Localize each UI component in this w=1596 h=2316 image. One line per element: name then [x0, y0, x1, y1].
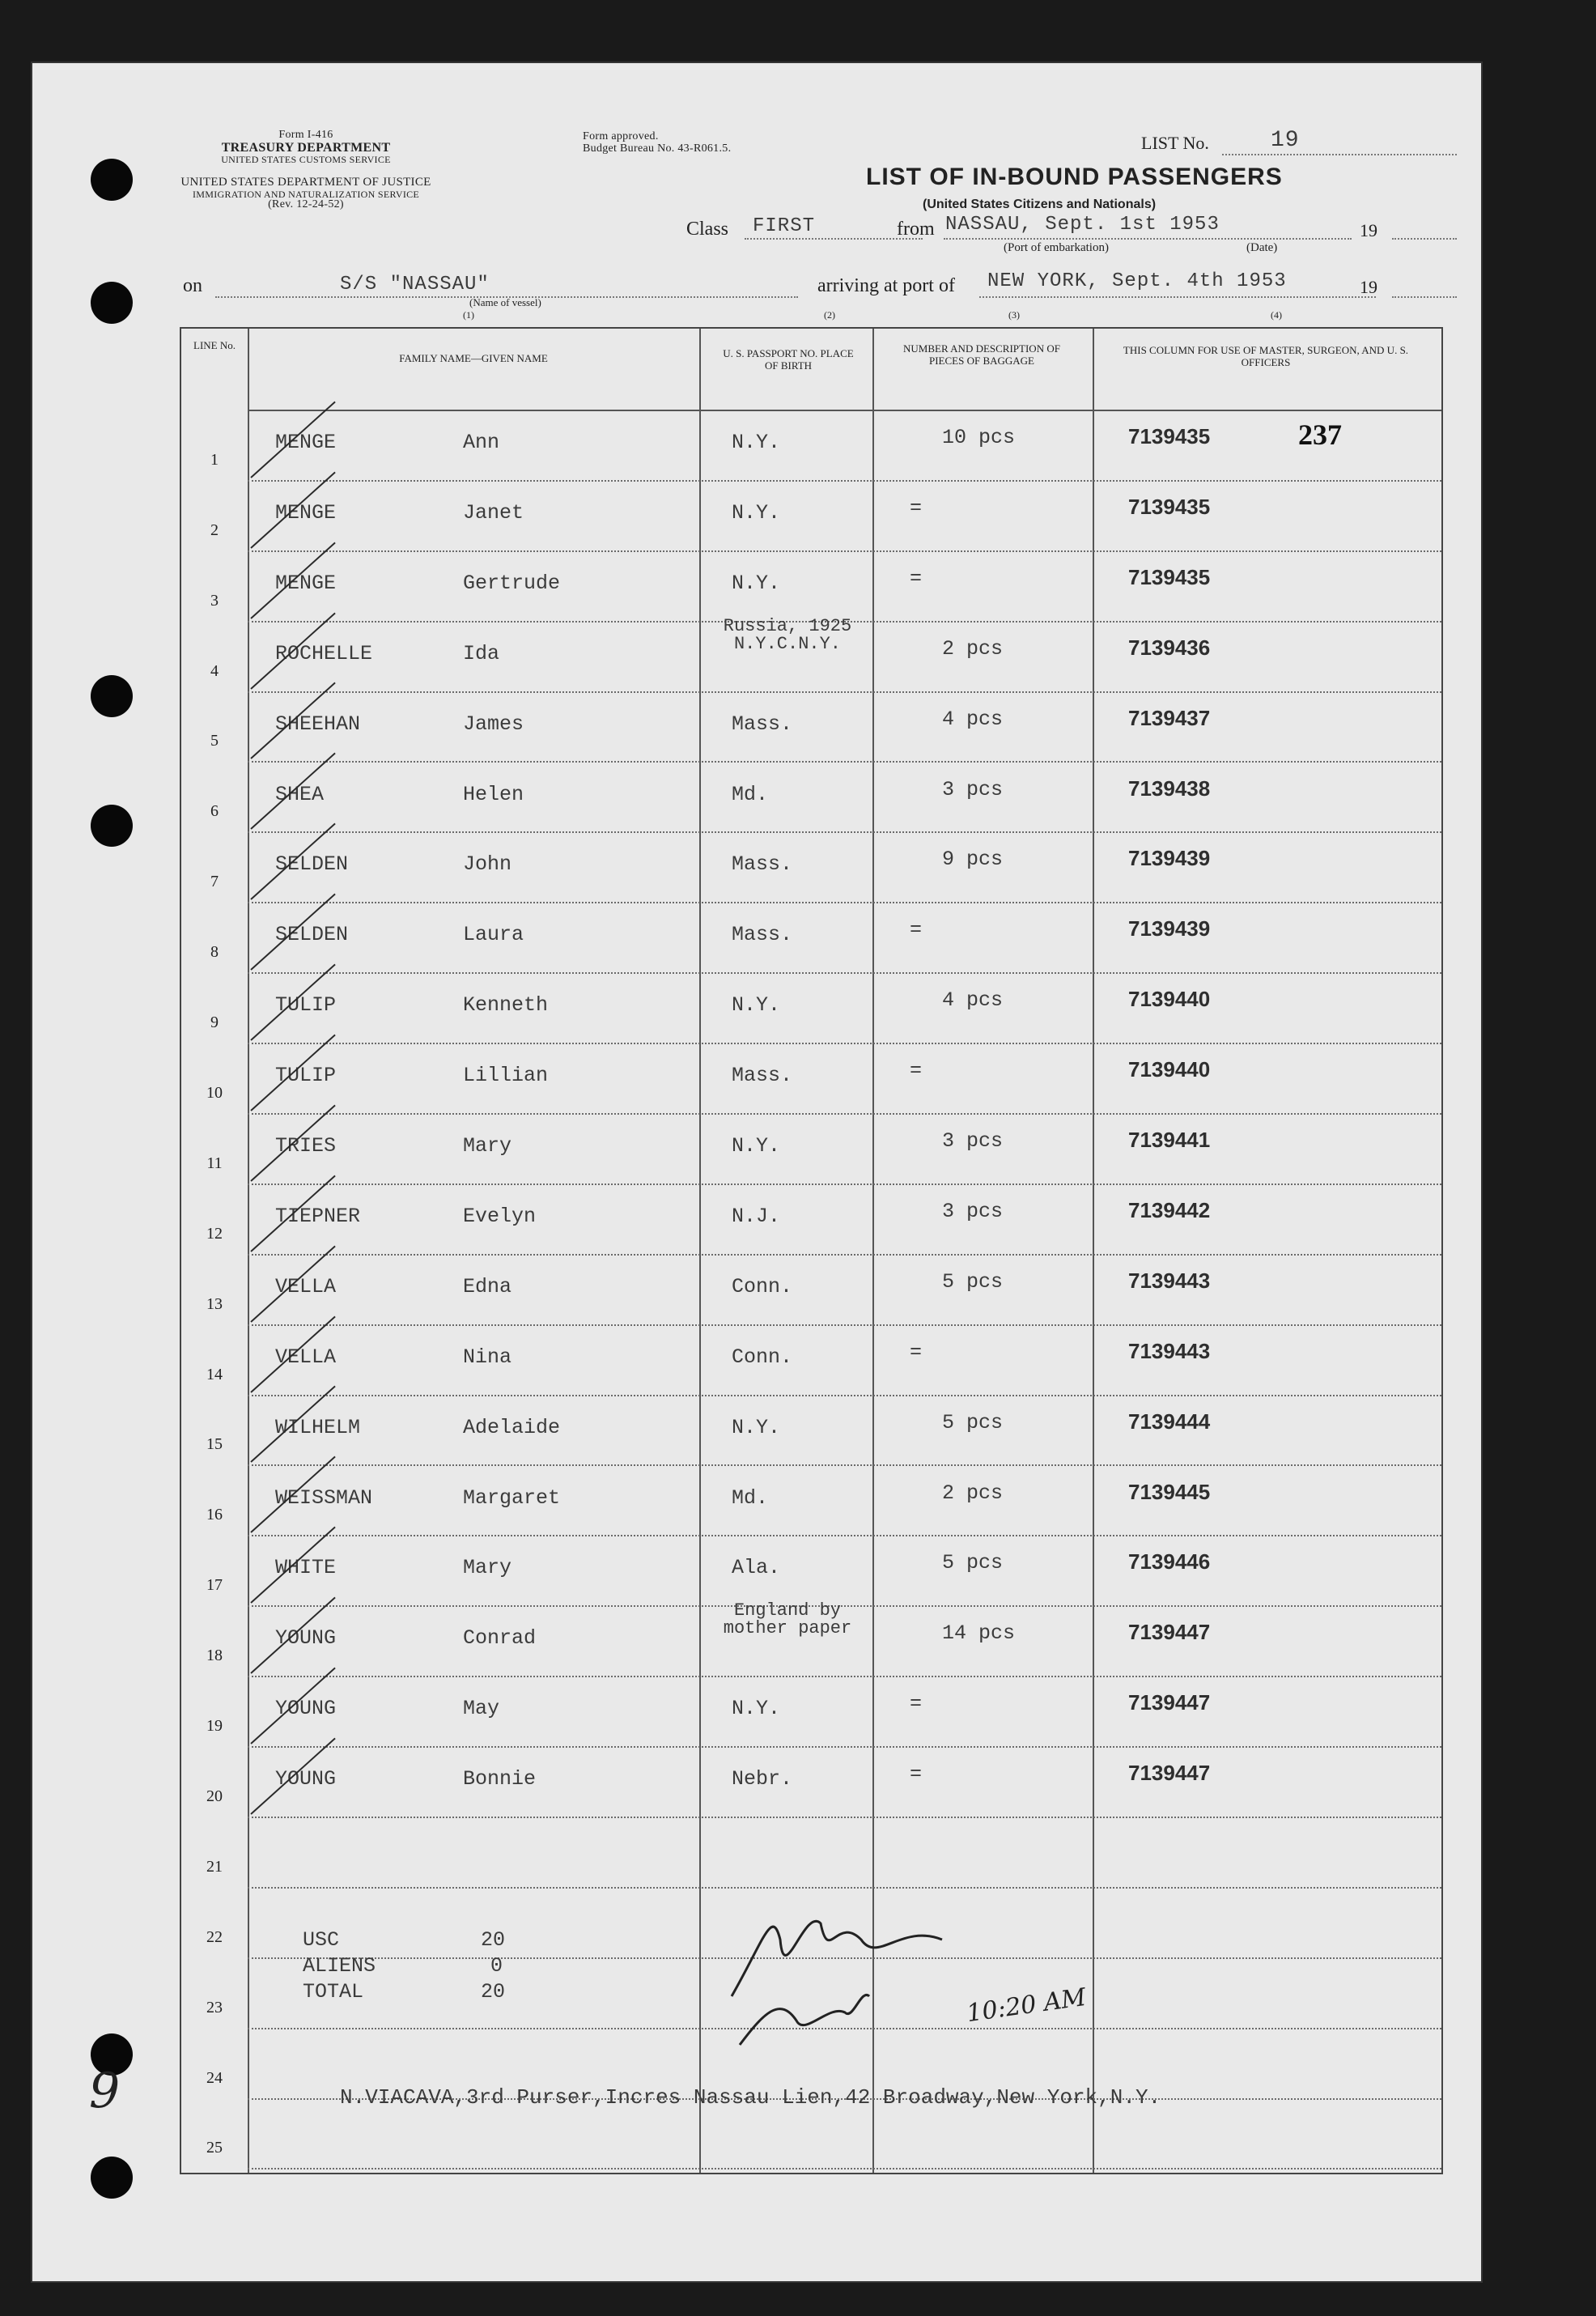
table-row [181, 411, 1441, 482]
given-name: Helen [463, 782, 524, 806]
officer-number: 7139440 [1128, 987, 1211, 1012]
col-header-baggage: NUMBER AND DESCRIPTION OF PIECES OF BAGGAGE [903, 342, 1060, 367]
baggage: = [910, 1762, 923, 1787]
place-of-birth: Nebr. [732, 1767, 793, 1791]
place-of-birth: Mass. [732, 1064, 793, 1088]
col-num-3: (3) [1008, 309, 1020, 321]
table-row [181, 615, 1441, 693]
officer-number: 7139442 [1128, 1197, 1211, 1222]
given-name: Ann [463, 431, 500, 454]
family-name: WHITE [275, 1556, 337, 1580]
col-num-1: (1) [463, 309, 474, 321]
place-of-birth: N.Y. [732, 431, 781, 454]
line-number: 13 [206, 1294, 223, 1313]
baggage: = [910, 566, 923, 590]
officer-number: 7139438 [1128, 776, 1211, 801]
list-no-line [1222, 154, 1457, 155]
given-name: Evelyn [463, 1204, 537, 1228]
family-name: MENGE [275, 431, 337, 454]
arriving-value: NEW YORK, Sept. 4th 1953 [987, 270, 1287, 292]
col-header-officers: THIS COLUMN FOR USE OF MASTER, SURGEON, AND U. S. OFFICERS [1123, 344, 1409, 368]
place-of-birth: Mass. [732, 712, 793, 736]
family-name: YOUNG [275, 1697, 337, 1721]
place-of-birth: England by mother paper [723, 1600, 852, 1639]
officer-number: 7139435 [1128, 564, 1211, 589]
vessel-value: S/S "NASSAU" [340, 274, 490, 295]
given-name: Mary [463, 1556, 512, 1580]
baggage: 5 pcs [942, 1410, 1004, 1434]
document-page [32, 63, 1481, 2281]
table-row [181, 1818, 1441, 1889]
line-number: 15 [206, 1435, 223, 1454]
baggage: = [910, 918, 923, 942]
form-number: Form I-416 [278, 129, 333, 141]
col-num-4: (4) [1271, 309, 1282, 321]
given-name: May [463, 1697, 500, 1721]
form-approved: Form approved. [583, 130, 659, 142]
family-name: MENGE [275, 500, 337, 525]
class-line [745, 238, 923, 240]
purser-line: N.VIACAVA,3rd Purser,Incres Nassau Lien,42 Broadway,New York,N.Y. [340, 2085, 1161, 2110]
given-name: Janet [463, 500, 524, 525]
on-label: on [183, 275, 202, 296]
line-number: 21 [206, 1857, 223, 1876]
line-number: 10 [206, 1083, 223, 1102]
family-name: YOUNG [275, 1767, 337, 1791]
officer-number: 7139440 [1128, 1057, 1211, 1082]
table-row [181, 2100, 1441, 2170]
aliens-value: 0 [490, 1954, 503, 1978]
table-row [181, 1326, 1441, 1396]
line-number: 18 [206, 1647, 223, 1665]
total-value: 20 [481, 1980, 506, 2004]
baggage: 4 pcs [942, 707, 1004, 731]
place-of-birth: Md. [732, 782, 769, 806]
baggage: 5 pcs [942, 1269, 1004, 1294]
family-name: SELDEN [275, 923, 349, 947]
table-row [181, 552, 1441, 623]
year-suffix: 19 [1360, 220, 1377, 240]
given-name: Ida [463, 641, 500, 665]
officer-number: 7139441 [1128, 1128, 1211, 1152]
baggage: 2 pcs [942, 636, 1004, 661]
page-title: LIST OF IN-BOUND PASSENGERS [866, 164, 1283, 190]
table-row [181, 763, 1441, 834]
baggage: = [910, 1340, 923, 1364]
from-value: NASSAU, Sept. 1st 1953 [945, 214, 1220, 236]
dept-justice: UNITED STATES DEPARTMENT OF JUSTICE [180, 176, 431, 189]
line-number: 16 [206, 1506, 223, 1524]
line-number: 19 [206, 1717, 223, 1736]
place-of-birth: N.Y. [732, 993, 781, 1018]
from-line [944, 238, 1352, 240]
col-header-passport: U. S. PASSPORT NO. PLACE OF BIRTH [723, 347, 854, 372]
list-no-label: LIST No. [1141, 133, 1209, 153]
officer-number: 7139443 [1128, 1338, 1211, 1363]
line-number: 17 [206, 1576, 223, 1595]
table-row [181, 1185, 1441, 1256]
officer-number: 7139435 [1128, 494, 1211, 519]
arriving-label: arriving at port of [817, 275, 955, 296]
table-row [181, 1600, 1441, 1677]
given-name: Conrad [463, 1626, 537, 1651]
given-name: Lillian [463, 1064, 549, 1088]
given-name: Adelaide [463, 1415, 561, 1439]
table-row [181, 1396, 1441, 1467]
line-number: 14 [206, 1365, 223, 1383]
vessel-caption: (Name of vessel) [469, 296, 541, 308]
list-no-value: 19 [1271, 128, 1300, 153]
budget-bureau: Budget Bureau No. 43-R061.5. [583, 142, 732, 155]
line-number: 7 [210, 873, 219, 891]
punch-hole [91, 2157, 133, 2199]
punch-hole [91, 282, 133, 324]
officer-number: 7139439 [1128, 916, 1211, 941]
place-of-birth: N.Y. [732, 500, 781, 525]
year-line-2 [1392, 296, 1457, 298]
passenger-table [180, 327, 1443, 2174]
punch-hole [91, 159, 133, 201]
from-label: from [897, 219, 935, 240]
baggage: = [910, 1059, 923, 1083]
approval-block [583, 131, 731, 155]
year-line [1392, 238, 1457, 240]
baggage: 4 pcs [942, 988, 1004, 1013]
table-row [181, 833, 1441, 903]
family-name: WEISSMAN [275, 1485, 373, 1510]
officer-number: 7139445 [1128, 1479, 1211, 1504]
officer-number: 7139437 [1128, 705, 1211, 730]
line-number: 23 [206, 1998, 223, 2016]
usc-label: USC [303, 1928, 340, 1952]
family-name: TULIP [275, 1064, 337, 1088]
given-name: John [463, 852, 512, 877]
class-label: Class [686, 219, 729, 240]
table-row [181, 1748, 1441, 1818]
aliens-label: ALIENS [303, 1954, 376, 1978]
baggage: 14 pcs [942, 1621, 1016, 1646]
revision-date: (Rev. 12-24-52) [268, 198, 344, 211]
line-number: 1 [210, 450, 219, 469]
place-of-birth: Ala. [732, 1556, 781, 1580]
year-suffix-2: 19 [1360, 277, 1377, 297]
line-number: 20 [206, 1787, 223, 1805]
family-name: ROCHELLE [275, 641, 373, 665]
place-of-birth: N.J. [732, 1204, 781, 1228]
arriving-line [979, 296, 1376, 298]
line-number: 11 [206, 1154, 223, 1172]
given-name: James [463, 712, 524, 736]
place-of-birth: Conn. [732, 1345, 793, 1369]
place-of-birth: Russia, 1925 N.Y.C.N.Y. [723, 615, 852, 654]
dept-treasury: TREASURY DEPARTMENT [221, 140, 391, 155]
baggage: = [910, 495, 923, 520]
line-number: 24 [206, 2068, 223, 2087]
handwritten-time: 10:20 AM [965, 1982, 1089, 2029]
place-of-birth: Conn. [732, 1274, 793, 1298]
table-row [181, 1044, 1441, 1115]
table-row [181, 693, 1441, 763]
line-number: 6 [210, 802, 219, 821]
col-header-name: FAMILY NAME—GIVEN NAME [399, 352, 548, 364]
table-row [181, 1467, 1441, 1537]
line-number: 9 [210, 1014, 219, 1032]
officer-number: 7139436 [1128, 635, 1211, 660]
family-name: YOUNG [275, 1626, 337, 1651]
given-name: Laura [463, 923, 524, 947]
table-row [181, 1536, 1441, 1607]
given-name: Nina [463, 1345, 512, 1369]
officer-number: 7139447 [1128, 1761, 1211, 1786]
margin-mark: 9 [89, 2063, 121, 2119]
family-name: MENGE [275, 571, 337, 595]
line-number: 8 [210, 943, 219, 962]
family-name: VELLA [275, 1345, 337, 1369]
baggage: 3 pcs [942, 1129, 1004, 1153]
given-name: Bonnie [463, 1767, 537, 1791]
family-name: WILHELM [275, 1415, 361, 1439]
officer-extra: 237 [1298, 419, 1342, 451]
line-number: 4 [210, 661, 219, 680]
line-number: 22 [206, 1927, 223, 1946]
baggage: 3 pcs [942, 777, 1004, 801]
officer-number: 7139446 [1128, 1549, 1211, 1574]
table-row [181, 903, 1441, 974]
agency-block [176, 130, 435, 165]
baggage: 2 pcs [942, 1481, 1004, 1505]
officer-number: 7139439 [1128, 846, 1211, 871]
line-number: 12 [206, 1224, 223, 1243]
row-rule [248, 2168, 1441, 2170]
given-name: Gertrude [463, 571, 561, 595]
officer-number: 7139443 [1128, 1268, 1211, 1293]
line-number: 25 [206, 2139, 223, 2157]
family-name: SELDEN [275, 852, 349, 877]
given-name: Mary [463, 1134, 512, 1158]
usc-value: 20 [481, 1928, 506, 1952]
date-caption: (Date) [1246, 241, 1278, 254]
officer-number: 7139444 [1128, 1409, 1211, 1434]
family-name: SHEEHAN [275, 712, 361, 736]
family-name: SHEA [275, 782, 325, 806]
place-of-birth: N.Y. [732, 1697, 781, 1721]
place-of-birth: N.Y. [732, 1134, 781, 1158]
place-of-birth: N.Y. [732, 1415, 781, 1439]
port-embark-caption: (Port of embarkation) [1004, 241, 1109, 254]
punch-hole [91, 805, 133, 847]
total-label: TOTAL [303, 1980, 364, 2004]
officer-number: 7139447 [1128, 1620, 1211, 1645]
line-number: 3 [210, 591, 219, 610]
class-value: FIRST [753, 215, 816, 237]
place-of-birth: Md. [732, 1485, 769, 1510]
line-number: 5 [210, 732, 219, 750]
family-name: TIEPNER [275, 1204, 361, 1228]
table-row [181, 974, 1441, 1044]
officer-number: 7139435 [1128, 424, 1211, 448]
baggage: 9 pcs [942, 848, 1004, 872]
place-of-birth: Mass. [732, 852, 793, 877]
table-row [181, 1115, 1441, 1185]
page-subtitle: (United States Citizens and Nationals) [923, 198, 1157, 211]
table-row [181, 1256, 1441, 1326]
given-name: Edna [463, 1274, 512, 1298]
family-name: TRIES [275, 1134, 337, 1158]
baggage: = [910, 1692, 923, 1716]
baggage: 5 pcs [942, 1551, 1004, 1575]
punch-hole [91, 675, 133, 717]
given-name: Kenneth [463, 993, 549, 1018]
ins-service: IMMIGRATION AND NATURALIZATION SERVICE [192, 188, 420, 200]
col-header-line: LINE No. [193, 339, 236, 351]
officer-number: 7139447 [1128, 1690, 1211, 1715]
col-num-2: (2) [824, 309, 835, 321]
given-name: Margaret [463, 1485, 561, 1510]
signature-scribble [715, 1891, 991, 2053]
family-name: VELLA [275, 1274, 337, 1298]
baggage: 3 pcs [942, 1199, 1004, 1223]
table-row [181, 1677, 1441, 1748]
justice-block [176, 176, 435, 211]
customs-service: UNITED STATES CUSTOMS SERVICE [221, 154, 391, 166]
place-of-birth: N.Y. [732, 571, 781, 595]
place-of-birth: Mass. [732, 923, 793, 947]
baggage: 10 pcs [942, 426, 1016, 449]
family-name: TULIP [275, 993, 337, 1018]
table-row [181, 482, 1441, 552]
line-number: 2 [210, 521, 219, 539]
